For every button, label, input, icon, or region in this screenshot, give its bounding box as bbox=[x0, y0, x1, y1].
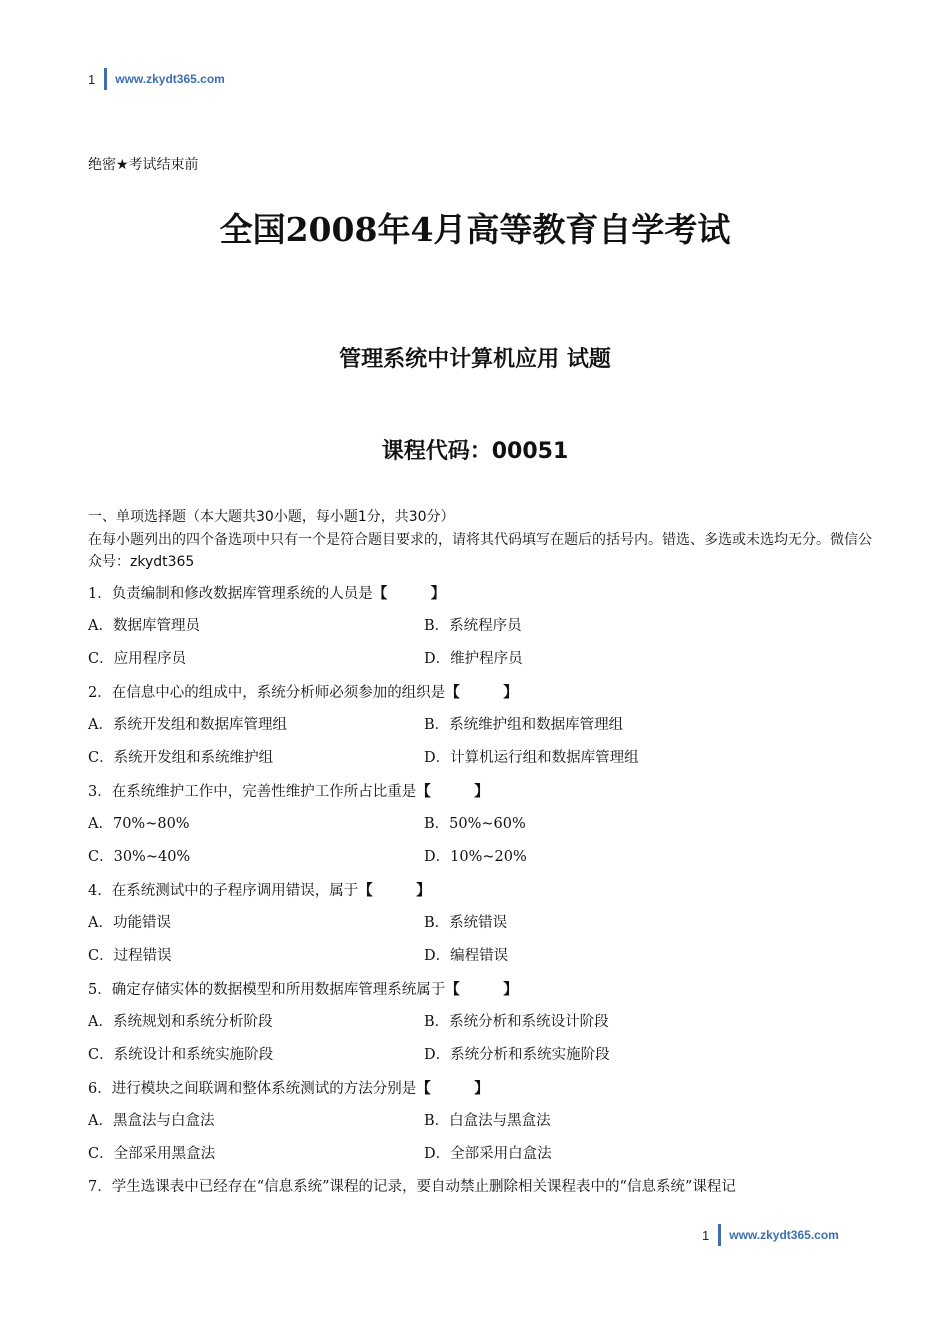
option-row bbox=[88, 1105, 878, 1138]
option-item: D．系统分析和系统实施阶段 bbox=[424, 1047, 610, 1063]
question-stem bbox=[88, 775, 878, 808]
footer-site-link[interactable]: www.zkydt365.com bbox=[729, 1228, 839, 1242]
question-list bbox=[88, 577, 878, 1204]
section-instruction: 在每小题列出的四个备选项中只有一个是符合题目要求的，请将其代码填写在题后的括号内。错选、多选或未选均无分。微信公众号：zkydt365 bbox=[88, 532, 872, 570]
option-item: B．50%~60% bbox=[424, 816, 526, 832]
page-footer bbox=[702, 1224, 839, 1246]
option-item: D．10%~20% bbox=[424, 849, 527, 865]
question-stem bbox=[88, 874, 878, 907]
option-item: A．70%~80% bbox=[88, 816, 190, 832]
question-text: 4．在系统测试中的子程序调用错误，属于 bbox=[88, 883, 359, 899]
confidential-label: 绝密★考试结束前 bbox=[88, 157, 199, 173]
question-text: 1．负责编制和修改数据库管理系统的人员是 bbox=[88, 586, 373, 602]
option-row bbox=[88, 709, 878, 742]
option-row bbox=[88, 1138, 878, 1171]
answer-bracket[interactable]: 【 】 bbox=[372, 585, 446, 602]
header-divider bbox=[104, 68, 107, 90]
page-header bbox=[88, 68, 225, 90]
question-stem bbox=[88, 1072, 878, 1105]
option-item: C．过程错误 bbox=[88, 948, 172, 964]
option-item: B．系统维护组和数据库管理组 bbox=[424, 717, 624, 733]
answer-bracket[interactable]: 【 】 bbox=[416, 783, 489, 800]
option-row bbox=[88, 808, 878, 841]
answer-bracket[interactable]: 【 】 bbox=[358, 882, 431, 899]
option-item: C．全部采用黑盒法 bbox=[88, 1146, 216, 1162]
option-item: D．维护程序员 bbox=[424, 651, 523, 667]
option-item: A．系统开发组和数据库管理组 bbox=[88, 717, 287, 733]
question-text: 5．确定存储实体的数据模型和所用数据库管理系统属于 bbox=[88, 982, 446, 998]
option-item: C．应用程序员 bbox=[88, 651, 187, 667]
course-code: 课程代码：00051 bbox=[381, 439, 569, 464]
exam-title: 全国2008年4月高等教育自学考试 bbox=[219, 210, 731, 249]
footer-divider bbox=[718, 1224, 721, 1246]
footer-page-number: 1 bbox=[702, 1227, 710, 1243]
option-row bbox=[88, 742, 878, 775]
question-stem bbox=[88, 577, 878, 610]
option-item: D．全部采用白盒法 bbox=[424, 1146, 552, 1162]
answer-bracket[interactable]: 【 】 bbox=[445, 684, 518, 701]
header-site-link[interactable]: www.zkydt365.com bbox=[115, 72, 225, 86]
option-item: A．功能错误 bbox=[88, 915, 171, 931]
question-text: 6．进行模块之间联调和整体系统测试的方法分别是 bbox=[88, 1081, 417, 1097]
question-text: 2．在信息中心的组成中，系统分析师必须参加的组织是 bbox=[88, 685, 446, 701]
option-item: B．系统分析和系统设计阶段 bbox=[424, 1014, 609, 1030]
option-item: D．编程错误 bbox=[424, 948, 509, 964]
option-item: A．数据库管理员 bbox=[88, 618, 200, 634]
option-item: A．黑盒法与白盒法 bbox=[88, 1113, 215, 1129]
question-text: 7．学生选课表中已经存在“信息系统”课程的记录，要自动禁止删除相关课程表中的“信息系统”课程记 bbox=[88, 1179, 736, 1195]
option-item: D．计算机运行组和数据库管理组 bbox=[424, 750, 639, 766]
question-section bbox=[88, 505, 878, 1204]
option-item: C．系统设计和系统实施阶段 bbox=[88, 1047, 274, 1063]
option-item: C．系统开发组和系统维护组 bbox=[88, 750, 274, 766]
option-item: C．30%~40% bbox=[88, 849, 191, 865]
question-text: 3．在系统维护工作中，完善性维护工作所占比重是 bbox=[88, 784, 417, 800]
question-stem bbox=[88, 1171, 878, 1204]
option-row bbox=[88, 907, 878, 940]
option-row bbox=[88, 841, 878, 874]
header-page-number: 1 bbox=[88, 71, 96, 87]
option-row bbox=[88, 610, 878, 643]
question-stem bbox=[88, 973, 878, 1006]
question-stem bbox=[88, 676, 878, 709]
option-row bbox=[88, 1006, 878, 1039]
option-item: B．系统程序员 bbox=[424, 618, 522, 634]
option-row bbox=[88, 643, 878, 676]
answer-bracket[interactable]: 【 】 bbox=[445, 981, 518, 998]
option-item: B．白盒法与黑盒法 bbox=[424, 1113, 551, 1129]
option-row bbox=[88, 1039, 878, 1072]
section-heading: 一、单项选择题（本大题共30小题，每小题1分，共30分） bbox=[88, 509, 455, 525]
subject-title: 管理系统中计算机应用 试题 bbox=[339, 347, 611, 372]
answer-bracket[interactable]: 【 】 bbox=[416, 1080, 489, 1097]
option-item: A．系统规划和系统分析阶段 bbox=[88, 1014, 273, 1030]
option-item: B．系统错误 bbox=[424, 915, 508, 931]
option-row bbox=[88, 940, 878, 973]
